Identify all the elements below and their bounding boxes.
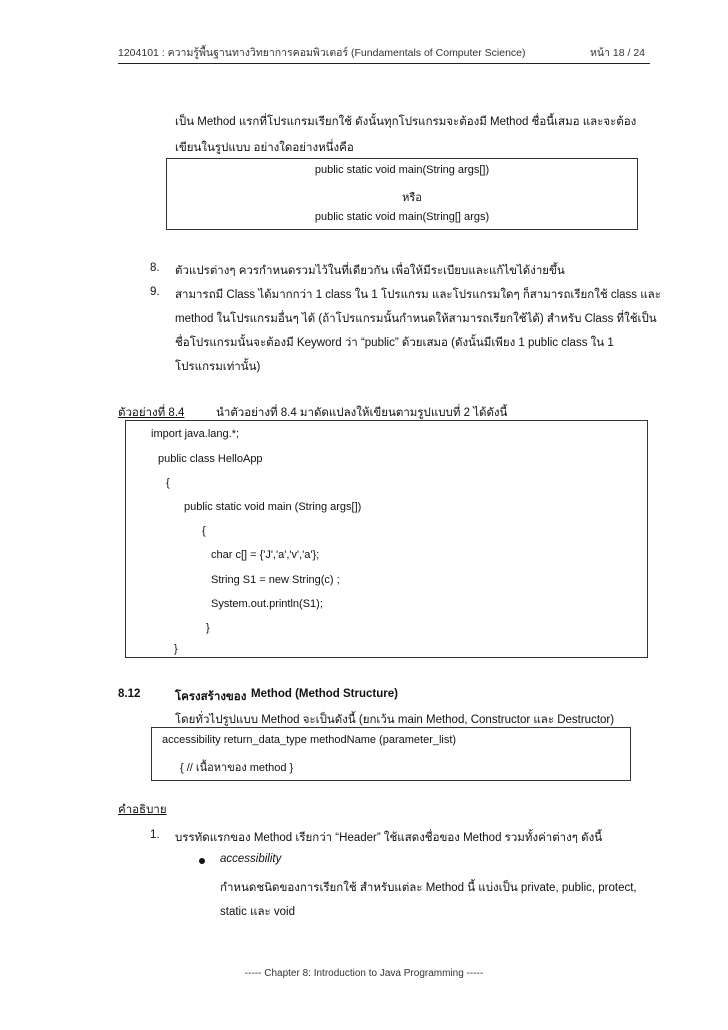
main-signature-2: public static void main(String[] args) bbox=[314, 211, 490, 223]
explain-num-1: 1. bbox=[150, 829, 160, 841]
code-line: public class HelloApp bbox=[158, 453, 263, 465]
code-line: System.out.println(S1); bbox=[211, 598, 323, 610]
code-box bbox=[125, 420, 648, 658]
accessibility-desc: กำหนดชนิดของการเรียกใช้ สำหรับแต่ละ Method นี้ แบ่งเป็น private, public, protect, bbox=[220, 882, 637, 894]
header-course: 1204101 : ความรู้พื้นฐานทางวิทยาการคอมพิวเตอร์ (Fundamentals of Computer Science) bbox=[118, 47, 526, 59]
code-line: public static void main (String args[]) bbox=[184, 501, 362, 513]
method-structure-box bbox=[151, 727, 631, 781]
bullet-icon bbox=[199, 858, 205, 864]
intro-line-1: เป็น Method แรกที่โปรแกรมเรียกใช้ ดังนั้นทุกโปรแกรมจะต้องมี Method ชื่อนี้เสมอ และจะต้อง bbox=[175, 116, 637, 128]
footer-chapter: ----- Chapter 8: Introduction to Java Programming ----- bbox=[244, 968, 484, 979]
section-number: 8.12 bbox=[118, 688, 141, 700]
section-title-en: Method (Method Structure) bbox=[251, 688, 398, 700]
intro-line-2: เขียนในรูปแบบ อย่างใดอย่างหนึ่งคือ bbox=[175, 142, 354, 154]
header-rule bbox=[118, 63, 650, 64]
example-label: ตัวอย่างที่ 8.4 bbox=[118, 407, 185, 419]
example-desc: นำตัวอย่างที่ 8.4 มาดัดแปลงให้เขียนตามรูปแบบที่ 2 ได้ดังนี้ bbox=[216, 407, 508, 419]
list-item-8: ตัวแปรต่างๆ ควรกำหนดรวมไว้ในที่เดียวกัน เพื่อให้มีระเบียบและแก้ไขได้ง่ายขึ้น bbox=[175, 265, 565, 277]
main-signature-1: public static void main(String args[]) bbox=[314, 164, 490, 176]
list-item-9-line-4: โปรแกรมเท่านั้น) bbox=[175, 361, 261, 373]
code-line: } bbox=[174, 643, 178, 655]
list-num-9: 9. bbox=[150, 286, 160, 298]
accessibility-desc-2: static และ void bbox=[220, 906, 295, 918]
code-line: char c[] = {'J','a','v','a'}; bbox=[211, 549, 320, 561]
code-line: import java.lang.*; bbox=[151, 428, 240, 440]
code-line: { bbox=[202, 525, 206, 537]
method-structure-line-1: accessibility return_data_type methodName (parameter_list) bbox=[162, 734, 457, 746]
code-line: String S1 = new String(c) ; bbox=[211, 574, 340, 586]
section-title-th: โครงสร้างของ bbox=[175, 691, 247, 703]
code-line: } bbox=[206, 622, 210, 634]
explain-item-1: บรรทัดแรกของ Method เรียกว่า “Header” ใช้แสดงชื่อของ Method รวมทั้งค่าต่างๆ ดังนี้ bbox=[175, 832, 603, 844]
main-signature-box bbox=[166, 158, 638, 230]
accessibility-label: accessibility bbox=[220, 853, 282, 865]
section-desc: โดยทั่วไปรูปแบบ Method จะเป็นดังนี้ (ยกเว้น main Method, Constructor และ Destructor) bbox=[175, 714, 615, 726]
code-line: { bbox=[166, 477, 170, 489]
list-item-9-line-1: สามารถมี Class ได้มากกว่า 1 class ใน 1 โปรแกรม และโปรแกรมใดๆ ก็สามารถเรียกใช้ class และ bbox=[175, 289, 661, 301]
method-structure-line-2: { // เนื้อหาของ method } bbox=[180, 762, 294, 774]
explain-label: คำอธิบาย bbox=[118, 804, 167, 816]
list-num-8: 8. bbox=[150, 262, 160, 274]
page-number: หน้า 18 / 24 bbox=[590, 47, 646, 59]
list-item-9-line-3: ชื่อโปรแกรมนั้นจะต้องมี Keyword ว่า “public” ด้วยเสมอ (ดังนั้นมีเพียง 1 public class ใน 1 bbox=[175, 337, 614, 349]
list-item-9-line-2: method ในโปรแกรมอื่นๆ ได้ (ถ้าโปรแกรมนั้นกำหนดให้สามารถเรียกใช้ได้) สำหรับ Class ที่ใช้เป็น bbox=[175, 313, 657, 325]
or-label: หรือ bbox=[402, 192, 422, 204]
